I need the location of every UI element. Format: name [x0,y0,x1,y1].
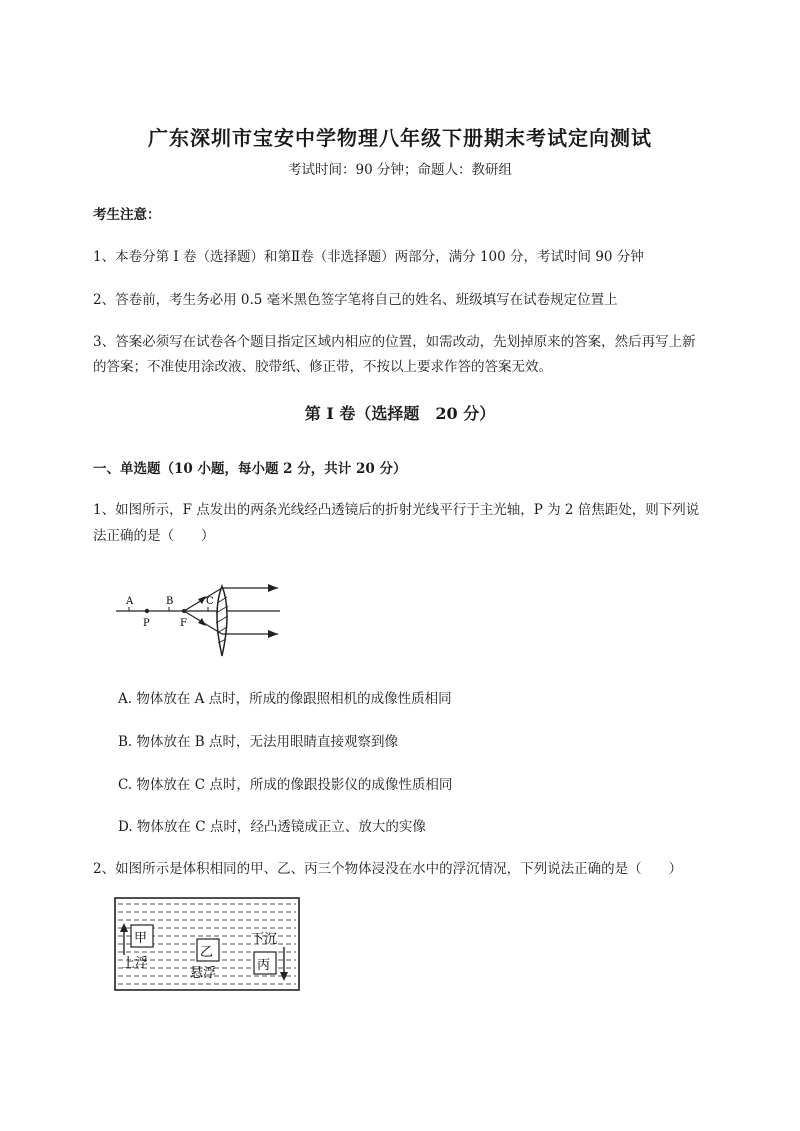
label-jia: 甲 [134,931,148,946]
label-f: F [180,618,187,629]
question-1-stem: 1、如图所示，F 点发出的两条光线经凸透镜后的折射光线平行于主光轴，P 为 2 倍焦距处，则下列说 [93,502,700,518]
notice-item-2: 2、答卷前，考生务必用 0.5 毫米黑色签字笔将自己的姓名、班级填写在试卷规定位置上 [93,292,618,308]
question-1-stem-continued: 法正确的是（ ） [93,528,215,544]
label-b: B [166,596,174,607]
label-a: A [126,596,134,607]
option-c[interactable]: C. 物体放在 C 点时，所成的像跟投影仪的成像性质相同 [118,777,453,793]
arrow-icon [268,584,278,592]
option-d[interactable]: D. 物体放在 C 点时，经凸透镜成正立、放大的实像 [118,819,426,835]
page-title: 广东深圳市宝安中学物理八年级下册期末考试定向测试 [148,126,652,150]
buoyancy-figure [114,897,300,991]
option-b[interactable]: B. 物体放在 B 点时，无法用眼睛直接观察到像 [118,734,399,750]
notice-item-3-continued: 的答案；不准使用涂改液、胶带纸、修正带，不按以上要求作答的答案无效。 [93,359,552,375]
convex-lens [217,586,227,656]
label-suspend: 悬浮 [190,966,217,981]
label-bing: 丙 [257,958,271,973]
point-p-dot [145,609,149,613]
notice-heading: 考生注意： [93,207,161,223]
option-a[interactable]: A. 物体放在 A 点时，所成的像跟照相机的成像性质相同 [118,691,452,707]
part-heading: 一、单选题（10 小题，每小题 2 分，共计 20 分） [93,461,407,477]
notice-item-3: 3、答案必须写在试卷各个题目指定区域内相应的位置，如需改动，先划掉原来的答案，然后再写上新 [93,334,696,350]
arrow-icon [198,618,206,626]
label-down: 下沉 [251,932,278,947]
label-yi: 乙 [200,945,214,960]
question-2-stem: 2、如图所示是体积相同的甲、乙、丙三个物体浸没在水中的浮沉情况，下列说法正确的是（ ） [93,861,683,877]
exam-info: 考试时间：90 分钟；命题人：教研组 [288,162,512,178]
label-c: C [206,596,214,607]
arrow-icon [268,630,278,638]
convex-lens-figure [110,583,290,663]
notice-item-1: 1、本卷分第 I 卷（选择题）和第Ⅱ卷（非选择题）两部分，满分 100 分，考试时间 90 分钟 [93,249,644,265]
arrow-icon [198,596,206,604]
section-title: 第 I 卷（选择题 20 分） [304,404,496,423]
label-up: 上浮 [122,956,149,971]
label-p: P [143,618,150,629]
